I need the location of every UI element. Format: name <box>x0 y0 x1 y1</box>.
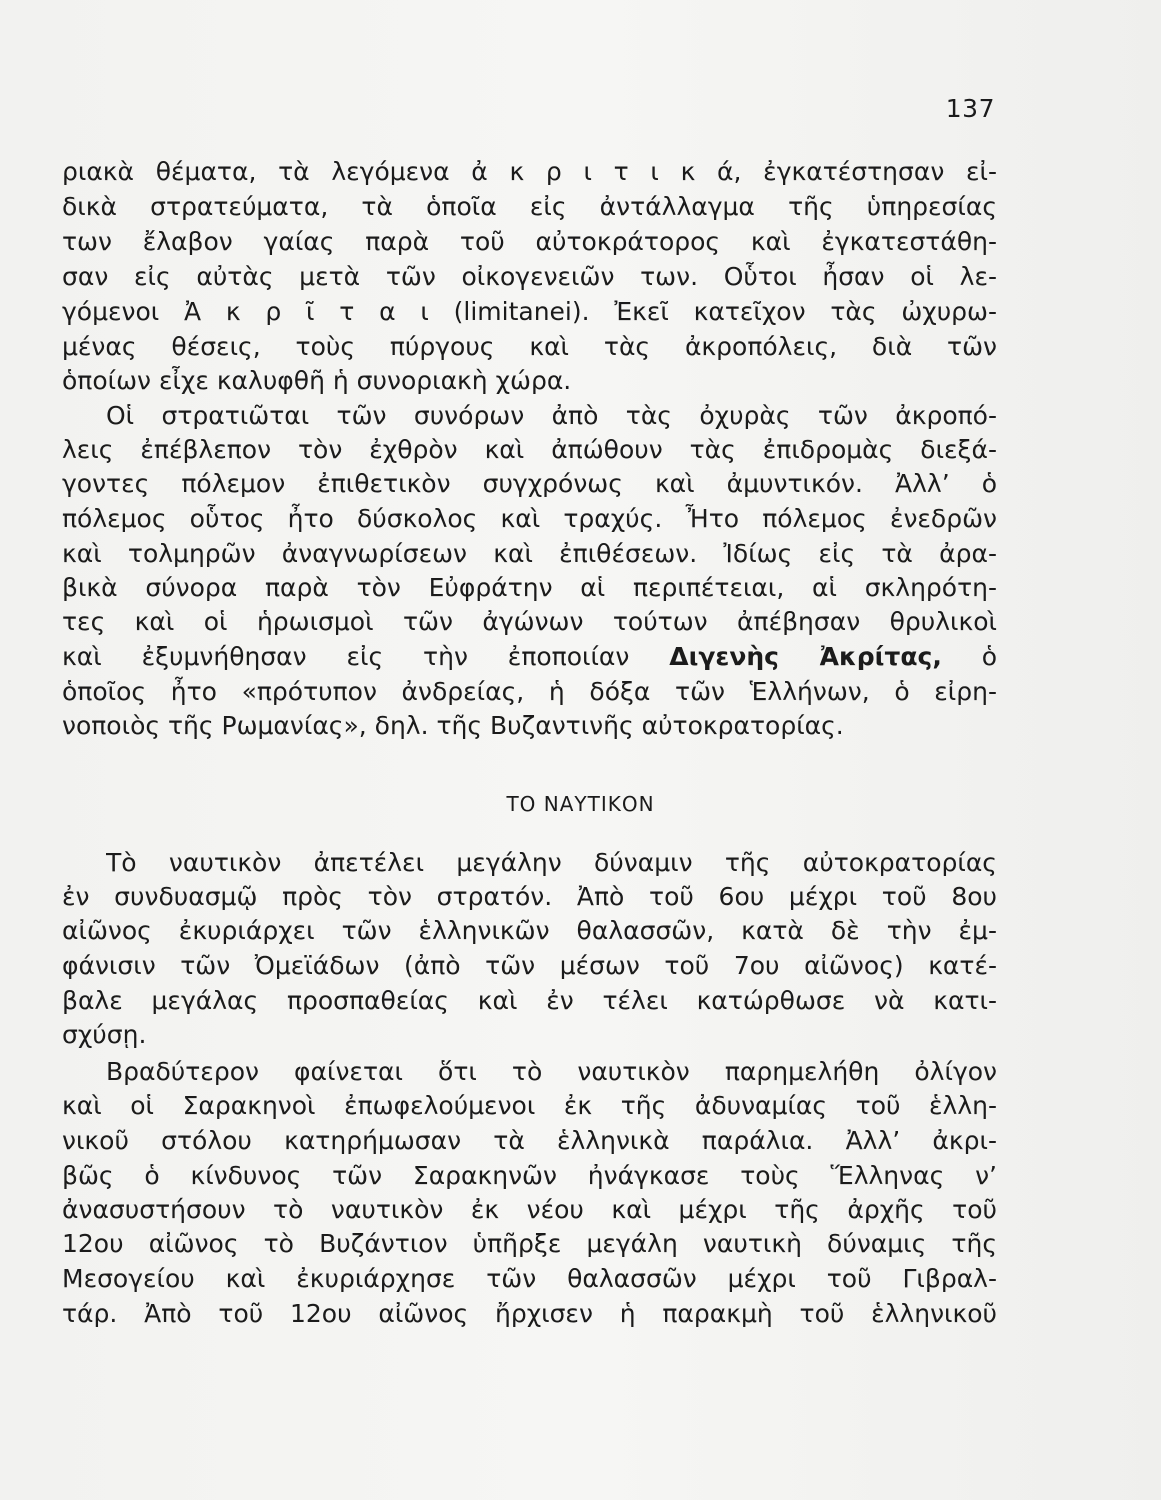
text-line: καὶ τολμηρῶν ἀναγνωρίσεων καὶ ἐπιθέσεων. Ἰδίως εἰς τὰ ἀρα- <box>62 539 997 568</box>
text-line: ὁποίων εἶχε καλυφθῆ ἡ συνοριακὴ χώρα. <box>62 366 572 395</box>
text-line: πόλεμος οὗτος ἦτο δύσκολος καὶ τραχύς. Ἦτο πόλεμος ἐνεδρῶν <box>62 504 997 533</box>
text-line: γόμενοι Ἀ κ ρ ῖ τ α ι (limitanei). Ἐκεῖ κατεῖχον τὰς ὠχυρω- <box>62 297 997 326</box>
text-segment: ὁ <box>981 642 997 671</box>
text-line: ριακὰ θέματα, τὰ λεγόμενα ἀ κ ρ ι τ ι κ ά, ἐγκατέστησαν εἰ- <box>62 157 997 186</box>
page-number: 137 <box>945 94 995 123</box>
text-line: φάνισιν τῶν Ὀμεϊάδων (ἀπὸ τῶν μέσων τοῦ 7ου αἰῶνος) κατέ- <box>62 951 997 980</box>
text-line: δικὰ στρατεύματα, τὰ ὁποῖα εἰς ἀντάλλαγμα τῆς ὑπηρεσίας <box>62 192 997 221</box>
text-line: Τὸ ναυτικὸν ἀπετέλει μεγάλην δύναμιν τῆς αὐτοκρατορίας <box>106 848 997 877</box>
epic-title: Διγενὴς Ἀκρίτας, <box>669 642 942 671</box>
text-line: αἰῶνος ἐκυριάρχει τῶν ἑλληνικῶν θαλασσῶν, κατὰ δὲ τὴν ἐμ- <box>62 916 997 945</box>
text-line: ὁποῖος ἦτο «πρότυπον ἀνδρείας, ἡ δόξα τῶν Ἑλλήνων, ὁ εἰρη- <box>62 677 997 706</box>
text-line: τες καὶ οἱ ἡρωισμοὶ τῶν ἀγώνων τούτων ἀπέβησαν θρυλικοὶ <box>62 607 997 636</box>
text-line: ἀνασυστήσουν τὸ ναυτικὸν ἐκ νέου καὶ μέχρι τῆς ἀρχῆς τοῦ <box>62 1195 997 1224</box>
text-line: γοντες πόλεμον ἐπιθετικὸν συγχρόνως καὶ ἀμυντικόν. Ἀλλ’ ὁ <box>62 469 997 498</box>
text-line: σχύσῃ. <box>62 1020 147 1049</box>
text-line: 12ου αἰῶνος τὸ Βυζάντιον ὑπῆρξε μεγάλη ναυτικὴ δύναμις τῆς <box>62 1229 997 1258</box>
text-line: Βραδύτερον φαίνεται ὅτι τὸ ναυτικὸν παρημελήθη ὀλίγον <box>106 1057 997 1086</box>
text-segment: καὶ ἐξυμνήθησαν εἰς τὴν ἐποποιίαν <box>62 642 630 671</box>
text-line: Μεσογείου καὶ ἐκυριάρχησε τῶν θαλασσῶν μέχρι τοῦ Γιβραλ- <box>62 1264 997 1293</box>
text-line: βαλε μεγάλας προσπαθείας καὶ ἐν τέλει κατώρθωσε νὰ κατι- <box>62 986 997 1015</box>
section-heading: ΤΟ ΝΑΥΤΙΚΟΝ <box>506 792 655 816</box>
text-line: των ἔλαβον γαίας παρὰ τοῦ αὐτοκράτορος καὶ ἐγκατεστάθη- <box>62 227 997 256</box>
text-line: τάρ. Ἀπὸ τοῦ 12ου αἰῶνος ἤρχισεν ἡ παρακμὴ τοῦ ἑλληνικοῦ <box>62 1299 997 1328</box>
text-line-with-emphasis <box>62 640 997 674</box>
text-line: Οἱ στρατιῶται τῶν συνόρων ἀπὸ τὰς ὀχυρὰς τῶν ἀκροπό- <box>106 401 997 430</box>
text-line: βικὰ σύνορα παρὰ τὸν Εὐφράτην αἱ περιπέτειαι, αἱ σκληρότη- <box>62 573 997 602</box>
text-line: νικοῦ στόλου κατηρήμωσαν τὰ ἑλληνικὰ παράλια. Ἀλλ’ ἀκρι- <box>62 1126 997 1155</box>
text-line: ἐν συνδυασμῷ πρὸς τὸν στρατόν. Ἀπὸ τοῦ 6ου μέχρι τοῦ 8ου <box>62 882 997 911</box>
text-line: μένας θέσεις, τοὺς πύργους καὶ τὰς ἀκροπόλεις, διὰ τῶν <box>62 332 997 361</box>
text-line: νοποιὸς τῆς Ρωμανίας», δηλ. τῆς Βυζαντινῆς αὐτοκρατορίας. <box>62 711 844 740</box>
text-line: βῶς ὁ κίνδυνος τῶν Σαρακηνῶν ἠνάγκασε τοὺς Ἕλληνας ν’ <box>62 1161 997 1190</box>
text-line: λεις ἐπέβλεπον τὸν ἐχθρὸν καὶ ἀπώθουν τὰς ἐπιδρομὰς διεξά- <box>62 435 997 464</box>
text-line: σαν εἰς αὐτὰς μετὰ τῶν οἰκογενειῶν των. Οὗτοι ἦσαν οἱ λε- <box>62 262 997 291</box>
text-line: καὶ οἱ Σαρακηνοὶ ἐπωφελούμενοι ἐκ τῆς ἀδυναμίας τοῦ ἑλλη- <box>62 1091 997 1120</box>
